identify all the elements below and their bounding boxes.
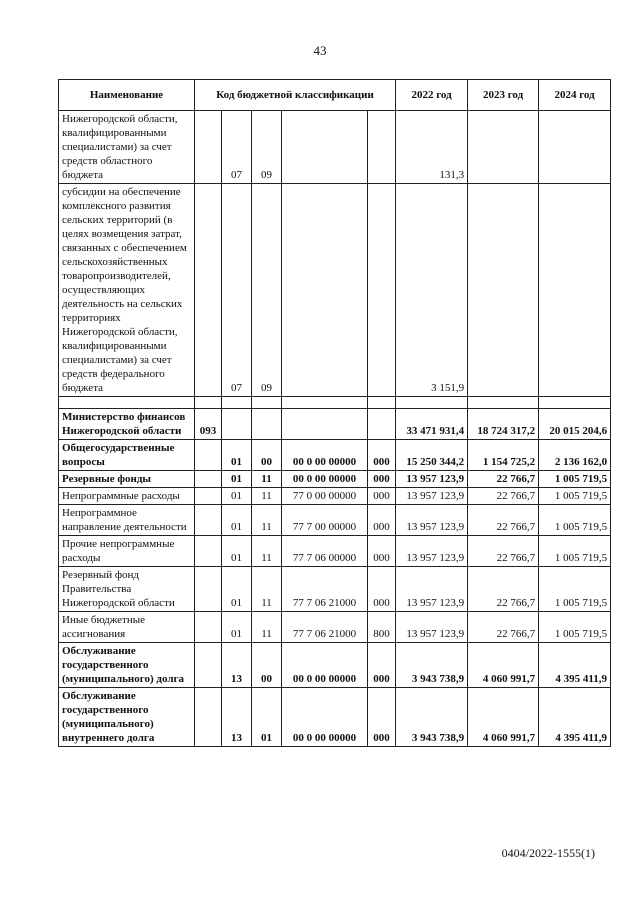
row-value-2024 [539, 184, 611, 397]
spacer-cell [252, 397, 282, 409]
row-value-2022: 13 957 123,9 [396, 612, 468, 643]
row-ved-code [195, 612, 222, 643]
row-value-2023: 22 766,7 [468, 471, 539, 488]
row-value-2023: 22 766,7 [468, 567, 539, 612]
row-subsection-code: 00 [252, 440, 282, 471]
row-name: Министерство финансов Нижегородской области [59, 409, 195, 440]
row-subsection-code: 11 [252, 536, 282, 567]
row-subsection-code: 11 [252, 612, 282, 643]
row-section-code: 07 [222, 184, 252, 397]
row-ved-code [195, 488, 222, 505]
spacer-cell [396, 397, 468, 409]
row-value-2024: 1 005 719,5 [539, 536, 611, 567]
row-expense-type [368, 409, 396, 440]
row-expense-type: 000 [368, 488, 396, 505]
table-row [59, 184, 611, 397]
row-ved-code [195, 567, 222, 612]
row-subsection-code: 09 [252, 111, 282, 184]
row-value-2022: 13 957 123,9 [396, 488, 468, 505]
table-body [59, 111, 611, 747]
row-expense-type [368, 184, 396, 397]
table-row [59, 536, 611, 567]
row-target-article: 77 0 00 00000 [282, 488, 368, 505]
row-target-article [282, 409, 368, 440]
row-ved-code [195, 505, 222, 536]
row-ved-code [195, 471, 222, 488]
row-target-article [282, 111, 368, 184]
row-value-2024: 2 136 162,0 [539, 440, 611, 471]
row-ved-code [195, 688, 222, 747]
table-row [59, 409, 611, 440]
spacer-cell [195, 397, 222, 409]
row-name: Резервные фонды [59, 471, 195, 488]
row-value-2024: 1 005 719,5 [539, 488, 611, 505]
row-section-code: 01 [222, 567, 252, 612]
row-name: Общегосударственные вопросы [59, 440, 195, 471]
row-section-code: 01 [222, 488, 252, 505]
row-value-2024 [539, 111, 611, 184]
row-expense-type [368, 111, 396, 184]
row-value-2024: 4 395 411,9 [539, 643, 611, 688]
table-row [59, 440, 611, 471]
row-ved-code [195, 536, 222, 567]
row-value-2023: 1 154 725,2 [468, 440, 539, 471]
row-expense-type: 000 [368, 688, 396, 747]
row-name: Нижегородской области, квалифицированными специалистами) за счет средств областного бюджета [59, 111, 195, 184]
spacer-cell [222, 397, 252, 409]
row-value-2024: 1 005 719,5 [539, 612, 611, 643]
row-value-2022: 3 943 738,9 [396, 643, 468, 688]
spacer-cell [59, 397, 195, 409]
row-subsection-code: 00 [252, 643, 282, 688]
table-row [59, 688, 611, 747]
row-section-code: 01 [222, 536, 252, 567]
row-target-article: 00 0 00 00000 [282, 643, 368, 688]
row-subsection-code: 01 [252, 688, 282, 747]
row-expense-type: 000 [368, 643, 396, 688]
table-row [59, 111, 611, 184]
row-value-2022: 3 943 738,9 [396, 688, 468, 747]
row-section-code: 01 [222, 440, 252, 471]
row-target-article [282, 184, 368, 397]
row-value-2023 [468, 184, 539, 397]
row-value-2024: 1 005 719,5 [539, 471, 611, 488]
row-name: Иные бюджетные ассигнования [59, 612, 195, 643]
row-value-2024: 1 005 719,5 [539, 567, 611, 612]
row-target-article: 00 0 00 00000 [282, 471, 368, 488]
header-2023: 2023 год [468, 80, 539, 111]
row-name: субсидии на обеспечение комплексного развития сельских территорий (в целях возмещения затрат, связанных с обеспечением сельскохозяйственных товаропроизводителей, осуществляющих деятельность на сельских территориях Нижегородской области, квалифицированными специалистами) за счет средств федерального бюджета [59, 184, 195, 397]
row-subsection-code: 11 [252, 505, 282, 536]
row-expense-type: 800 [368, 612, 396, 643]
spacer-cell [468, 397, 539, 409]
budget-table [58, 79, 611, 747]
row-section-code: 01 [222, 612, 252, 643]
table-row [59, 612, 611, 643]
row-section-code: 01 [222, 471, 252, 488]
header-name: Наименование [59, 80, 195, 111]
row-section-code: 13 [222, 688, 252, 747]
row-section-code: 01 [222, 505, 252, 536]
row-target-article: 00 0 00 00000 [282, 688, 368, 747]
row-value-2022: 33 471 931,4 [396, 409, 468, 440]
row-name: Непрограммное направление деятельности [59, 505, 195, 536]
row-value-2023: 4 060 991,7 [468, 688, 539, 747]
row-value-2022: 131,3 [396, 111, 468, 184]
row-value-2023: 22 766,7 [468, 505, 539, 536]
row-ved-code [195, 111, 222, 184]
row-ved-code [195, 440, 222, 471]
document-code: 0404/2022-1555(1) [501, 846, 595, 860]
row-value-2022: 13 957 123,9 [396, 505, 468, 536]
row-section-code: 07 [222, 111, 252, 184]
page-number: 43 [313, 43, 327, 58]
table-row [59, 471, 611, 488]
row-value-2023: 22 766,7 [468, 536, 539, 567]
table-row [59, 505, 611, 536]
row-value-2024: 1 005 719,5 [539, 505, 611, 536]
spacer-cell [368, 397, 396, 409]
row-value-2022: 13 957 123,9 [396, 567, 468, 612]
spacer-cell [539, 397, 611, 409]
spacer-row [59, 397, 611, 409]
table-row [59, 488, 611, 505]
table-header-row [59, 80, 611, 111]
row-section-code [222, 409, 252, 440]
row-value-2023: 22 766,7 [468, 488, 539, 505]
row-expense-type: 000 [368, 536, 396, 567]
header-2024: 2024 год [539, 80, 611, 111]
row-target-article: 00 0 00 00000 [282, 440, 368, 471]
row-name: Обслуживание государственного (муниципального) внутреннего долга [59, 688, 195, 747]
row-subsection-code: 09 [252, 184, 282, 397]
row-target-article: 77 7 06 21000 [282, 612, 368, 643]
row-value-2022: 13 957 123,9 [396, 471, 468, 488]
row-value-2023: 4 060 991,7 [468, 643, 539, 688]
row-subsection-code: 11 [252, 488, 282, 505]
row-expense-type: 000 [368, 505, 396, 536]
row-name: Прочие непрограммные расходы [59, 536, 195, 567]
row-expense-type: 000 [368, 471, 396, 488]
row-section-code: 13 [222, 643, 252, 688]
row-ved-code: 093 [195, 409, 222, 440]
row-value-2024: 20 015 204,6 [539, 409, 611, 440]
row-expense-type: 000 [368, 440, 396, 471]
row-name: Непрограммные расходы [59, 488, 195, 505]
row-value-2023 [468, 111, 539, 184]
row-expense-type: 000 [368, 567, 396, 612]
row-value-2022: 13 957 123,9 [396, 536, 468, 567]
row-value-2022: 15 250 344,2 [396, 440, 468, 471]
row-value-2023: 22 766,7 [468, 612, 539, 643]
row-target-article: 77 7 06 21000 [282, 567, 368, 612]
header-2022: 2022 год [396, 80, 468, 111]
row-value-2023: 18 724 317,2 [468, 409, 539, 440]
row-value-2024: 4 395 411,9 [539, 688, 611, 747]
row-subsection-code: 11 [252, 471, 282, 488]
header-code: Код бюджетной классификации [195, 80, 396, 111]
spacer-cell [282, 397, 368, 409]
row-name: Обслуживание государственного (муниципального) долга [59, 643, 195, 688]
row-target-article: 77 7 00 00000 [282, 505, 368, 536]
row-subsection-code [252, 409, 282, 440]
row-ved-code [195, 184, 222, 397]
row-value-2022: 3 151,9 [396, 184, 468, 397]
row-ved-code [195, 643, 222, 688]
row-subsection-code: 11 [252, 567, 282, 612]
table-row [59, 643, 611, 688]
row-target-article: 77 7 06 00000 [282, 536, 368, 567]
row-name: Резервный фонд Правительства Нижегородской области [59, 567, 195, 612]
table-row [59, 567, 611, 612]
